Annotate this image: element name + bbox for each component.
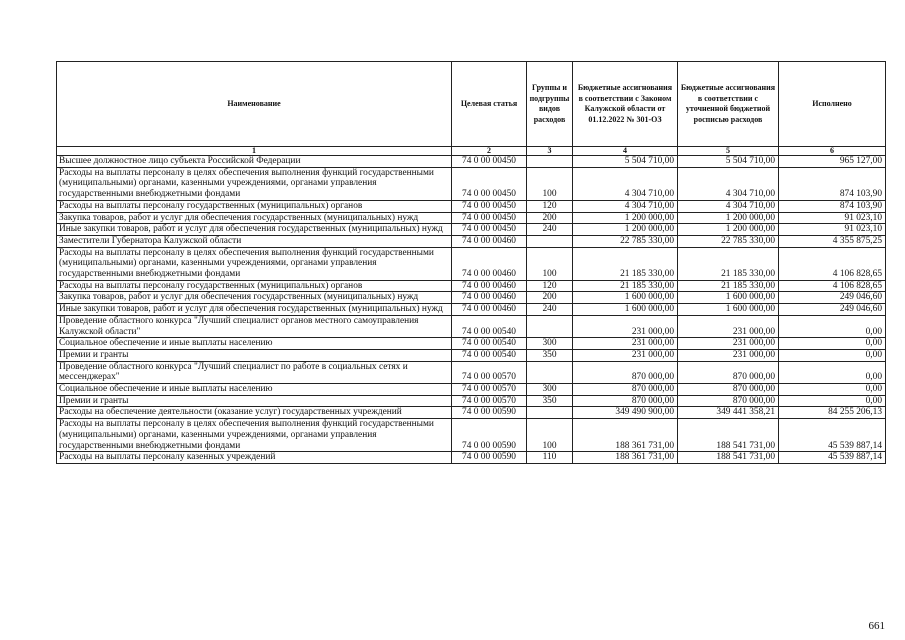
target-article-cell: 74 0 00 00570 bbox=[452, 384, 527, 396]
row-name-cell: Социальное обеспечение и иные выплаты населению bbox=[57, 384, 452, 396]
expense-group-cell: 350 bbox=[527, 349, 573, 361]
row-name-cell: Расходы на выплаты персоналу в целях обеспечения выполнения функций государственными (муниципальными) органами, казенными учреждениями, органами управления государственными внебюджетными фондами bbox=[57, 167, 452, 200]
header-name: Наименование bbox=[57, 62, 452, 147]
target-article-cell: 74 0 00 00540 bbox=[452, 338, 527, 350]
table-row bbox=[57, 235, 886, 247]
executed-cell: 0,00 bbox=[779, 361, 886, 383]
row-name-cell: Расходы на выплаты персоналу казенных учреждений bbox=[57, 452, 452, 464]
table-row bbox=[57, 315, 886, 337]
revised-allocation-cell: 870 000,00 bbox=[678, 361, 779, 383]
table-row bbox=[57, 407, 886, 419]
expense-group-cell: 300 bbox=[527, 338, 573, 350]
table-row bbox=[57, 280, 886, 292]
law-allocation-cell: 231 000,00 bbox=[573, 349, 678, 361]
column-number: 6 bbox=[779, 147, 886, 156]
target-article-cell: 74 0 00 00570 bbox=[452, 361, 527, 383]
column-number: 2 bbox=[452, 147, 527, 156]
law-allocation-cell: 4 304 710,00 bbox=[573, 167, 678, 200]
revised-allocation-cell: 231 000,00 bbox=[678, 338, 779, 350]
expense-group-cell: 200 bbox=[527, 212, 573, 224]
row-name-cell: Проведение областного конкурса "Лучший специалист органов местного самоуправления Калужской области" bbox=[57, 315, 452, 337]
expense-group-cell: 120 bbox=[527, 200, 573, 212]
executed-cell: 4 106 828,65 bbox=[779, 280, 886, 292]
executed-cell: 249 046,60 bbox=[779, 304, 886, 316]
row-name-cell: Иные закупки товаров, работ и услуг для обеспечения государственных (муниципальных) нужд bbox=[57, 224, 452, 236]
executed-cell: 0,00 bbox=[779, 349, 886, 361]
target-article-cell: 74 0 00 00590 bbox=[452, 407, 527, 419]
expense-group-cell: 350 bbox=[527, 395, 573, 407]
executed-cell: 0,00 bbox=[779, 315, 886, 337]
revised-allocation-cell: 188 541 731,00 bbox=[678, 452, 779, 464]
revised-allocation-cell: 188 541 731,00 bbox=[678, 419, 779, 452]
revised-allocation-cell: 231 000,00 bbox=[678, 349, 779, 361]
expense-group-cell bbox=[527, 156, 573, 168]
revised-allocation-cell: 870 000,00 bbox=[678, 395, 779, 407]
revised-allocation-cell: 21 185 330,00 bbox=[678, 280, 779, 292]
table-row bbox=[57, 247, 886, 280]
target-article-cell: 74 0 00 00460 bbox=[452, 247, 527, 280]
revised-allocation-cell: 1 600 000,00 bbox=[678, 304, 779, 316]
revised-allocation-cell: 5 504 710,00 bbox=[678, 156, 779, 168]
row-name-cell: Премии и гранты bbox=[57, 395, 452, 407]
row-name-cell: Заместители Губернатора Калужской области bbox=[57, 235, 452, 247]
row-name-cell: Расходы на обеспечение деятельности (оказание услуг) государственных учреждений bbox=[57, 407, 452, 419]
row-name-cell: Социальное обеспечение и иные выплаты населению bbox=[57, 338, 452, 350]
target-article-cell: 74 0 00 00460 bbox=[452, 280, 527, 292]
executed-cell: 874 103,90 bbox=[779, 200, 886, 212]
table-body bbox=[57, 156, 886, 464]
law-allocation-cell: 870 000,00 bbox=[573, 384, 678, 396]
target-article-cell: 74 0 00 00590 bbox=[452, 419, 527, 452]
header-revised-allocation: Бюджетные ассигнования в соответствии с уточненной бюджетной росписью расходов bbox=[678, 62, 779, 147]
revised-allocation-cell: 4 304 710,00 bbox=[678, 200, 779, 212]
row-name-cell: Премии и гранты bbox=[57, 349, 452, 361]
target-article-cell: 74 0 00 00570 bbox=[452, 395, 527, 407]
column-number: 3 bbox=[527, 147, 573, 156]
revised-allocation-cell: 22 785 330,00 bbox=[678, 235, 779, 247]
expense-group-cell: 200 bbox=[527, 292, 573, 304]
revised-allocation-cell: 349 441 358,21 bbox=[678, 407, 779, 419]
law-allocation-cell: 22 785 330,00 bbox=[573, 235, 678, 247]
header-executed: Исполнено bbox=[779, 62, 886, 147]
revised-allocation-cell: 1 200 000,00 bbox=[678, 212, 779, 224]
executed-cell: 965 127,00 bbox=[779, 156, 886, 168]
target-article-cell: 74 0 00 00450 bbox=[452, 156, 527, 168]
row-name-cell: Расходы на выплаты персоналу в целях обеспечения выполнения функций государственными (муниципальными) органами, казенными учреждениями, органами управления государственными внебюджетными фондами bbox=[57, 247, 452, 280]
expense-group-cell: 120 bbox=[527, 280, 573, 292]
expense-group-cell bbox=[527, 315, 573, 337]
table-row bbox=[57, 361, 886, 383]
column-number: 1 bbox=[57, 147, 452, 156]
law-allocation-cell: 1 600 000,00 bbox=[573, 304, 678, 316]
budget-table bbox=[56, 61, 886, 464]
law-allocation-cell: 231 000,00 bbox=[573, 338, 678, 350]
law-allocation-cell: 870 000,00 bbox=[573, 395, 678, 407]
table-row bbox=[57, 349, 886, 361]
law-allocation-cell: 21 185 330,00 bbox=[573, 247, 678, 280]
table-row bbox=[57, 224, 886, 236]
target-article-cell: 74 0 00 00460 bbox=[452, 235, 527, 247]
law-allocation-cell: 1 200 000,00 bbox=[573, 224, 678, 236]
executed-cell: 4 355 875,25 bbox=[779, 235, 886, 247]
row-name-cell: Закупка товаров, работ и услуг для обеспечения государственных (муниципальных) нужд bbox=[57, 212, 452, 224]
law-allocation-cell: 349 490 900,00 bbox=[573, 407, 678, 419]
table-row bbox=[57, 384, 886, 396]
row-name-cell: Проведение областного конкурса "Лучший специалист по работе в социальных сетях и мессенджерах" bbox=[57, 361, 452, 383]
law-allocation-cell: 21 185 330,00 bbox=[573, 280, 678, 292]
row-name-cell: Расходы на выплаты персоналу государственных (муниципальных) органов bbox=[57, 200, 452, 212]
executed-cell: 91 023,10 bbox=[779, 224, 886, 236]
law-allocation-cell: 188 361 731,00 bbox=[573, 419, 678, 452]
header-row bbox=[57, 62, 886, 147]
target-article-cell: 74 0 00 00540 bbox=[452, 349, 527, 361]
executed-cell: 0,00 bbox=[779, 338, 886, 350]
revised-allocation-cell: 870 000,00 bbox=[678, 384, 779, 396]
target-article-cell: 74 0 00 00450 bbox=[452, 200, 527, 212]
table-row bbox=[57, 167, 886, 200]
table-row bbox=[57, 419, 886, 452]
row-name-cell: Расходы на выплаты персоналу государственных (муниципальных) органов bbox=[57, 280, 452, 292]
executed-cell: 0,00 bbox=[779, 384, 886, 396]
executed-cell: 249 046,60 bbox=[779, 292, 886, 304]
expense-group-cell: 240 bbox=[527, 304, 573, 316]
revised-allocation-cell: 4 304 710,00 bbox=[678, 167, 779, 200]
revised-allocation-cell: 21 185 330,00 bbox=[678, 247, 779, 280]
header-expense-group: Группы и подгруппы видов расходов bbox=[527, 62, 573, 147]
header-target-article: Целевая статья bbox=[452, 62, 527, 147]
law-allocation-cell: 870 000,00 bbox=[573, 361, 678, 383]
executed-cell: 4 106 828,65 bbox=[779, 247, 886, 280]
table-row bbox=[57, 212, 886, 224]
expense-group-cell bbox=[527, 361, 573, 383]
law-allocation-cell: 231 000,00 bbox=[573, 315, 678, 337]
law-allocation-cell: 4 304 710,00 bbox=[573, 200, 678, 212]
expense-group-cell: 100 bbox=[527, 247, 573, 280]
law-allocation-cell: 1 600 000,00 bbox=[573, 292, 678, 304]
executed-cell: 0,00 bbox=[779, 395, 886, 407]
executed-cell: 84 255 206,13 bbox=[779, 407, 886, 419]
table-row bbox=[57, 395, 886, 407]
law-allocation-cell: 1 200 000,00 bbox=[573, 212, 678, 224]
expense-group-cell bbox=[527, 407, 573, 419]
law-allocation-cell: 5 504 710,00 bbox=[573, 156, 678, 168]
expense-group-cell bbox=[527, 235, 573, 247]
column-number: 4 bbox=[573, 147, 678, 156]
row-name-cell: Высшее должностное лицо субъекта Российской Федерации bbox=[57, 156, 452, 168]
target-article-cell: 74 0 00 00450 bbox=[452, 224, 527, 236]
table-row bbox=[57, 338, 886, 350]
executed-cell: 45 539 887,14 bbox=[779, 419, 886, 452]
row-name-cell: Иные закупки товаров, работ и услуг для обеспечения государственных (муниципальных) нужд bbox=[57, 304, 452, 316]
executed-cell: 874 103,90 bbox=[779, 167, 886, 200]
column-number: 5 bbox=[678, 147, 779, 156]
table-row bbox=[57, 200, 886, 212]
target-article-cell: 74 0 00 00450 bbox=[452, 212, 527, 224]
target-article-cell: 74 0 00 00540 bbox=[452, 315, 527, 337]
executed-cell: 45 539 887,14 bbox=[779, 452, 886, 464]
revised-allocation-cell: 231 000,00 bbox=[678, 315, 779, 337]
expense-group-cell: 300 bbox=[527, 384, 573, 396]
law-allocation-cell: 188 361 731,00 bbox=[573, 452, 678, 464]
target-article-cell: 74 0 00 00460 bbox=[452, 304, 527, 316]
target-article-cell: 74 0 00 00590 bbox=[452, 452, 527, 464]
page-number: 661 bbox=[868, 620, 885, 632]
expense-group-cell: 100 bbox=[527, 167, 573, 200]
executed-cell: 91 023,10 bbox=[779, 212, 886, 224]
column-number-row bbox=[57, 147, 886, 156]
revised-allocation-cell: 1 600 000,00 bbox=[678, 292, 779, 304]
table-row bbox=[57, 156, 886, 168]
target-article-cell: 74 0 00 00460 bbox=[452, 292, 527, 304]
expense-group-cell: 240 bbox=[527, 224, 573, 236]
table-row bbox=[57, 452, 886, 464]
header-law-allocation: Бюджетные ассигнования в соответствии с Законом Калужской области от 01.12.2022 № 301-ОЗ bbox=[573, 62, 678, 147]
expense-group-cell: 110 bbox=[527, 452, 573, 464]
target-article-cell: 74 0 00 00450 bbox=[452, 167, 527, 200]
table-row bbox=[57, 304, 886, 316]
table-row bbox=[57, 292, 886, 304]
row-name-cell: Расходы на выплаты персоналу в целях обеспечения выполнения функций государственными (муниципальными) органами, казенными учреждениями, органами управления государственными внебюджетными фондами bbox=[57, 419, 452, 452]
row-name-cell: Закупка товаров, работ и услуг для обеспечения государственных (муниципальных) нужд bbox=[57, 292, 452, 304]
expense-group-cell: 100 bbox=[527, 419, 573, 452]
revised-allocation-cell: 1 200 000,00 bbox=[678, 224, 779, 236]
